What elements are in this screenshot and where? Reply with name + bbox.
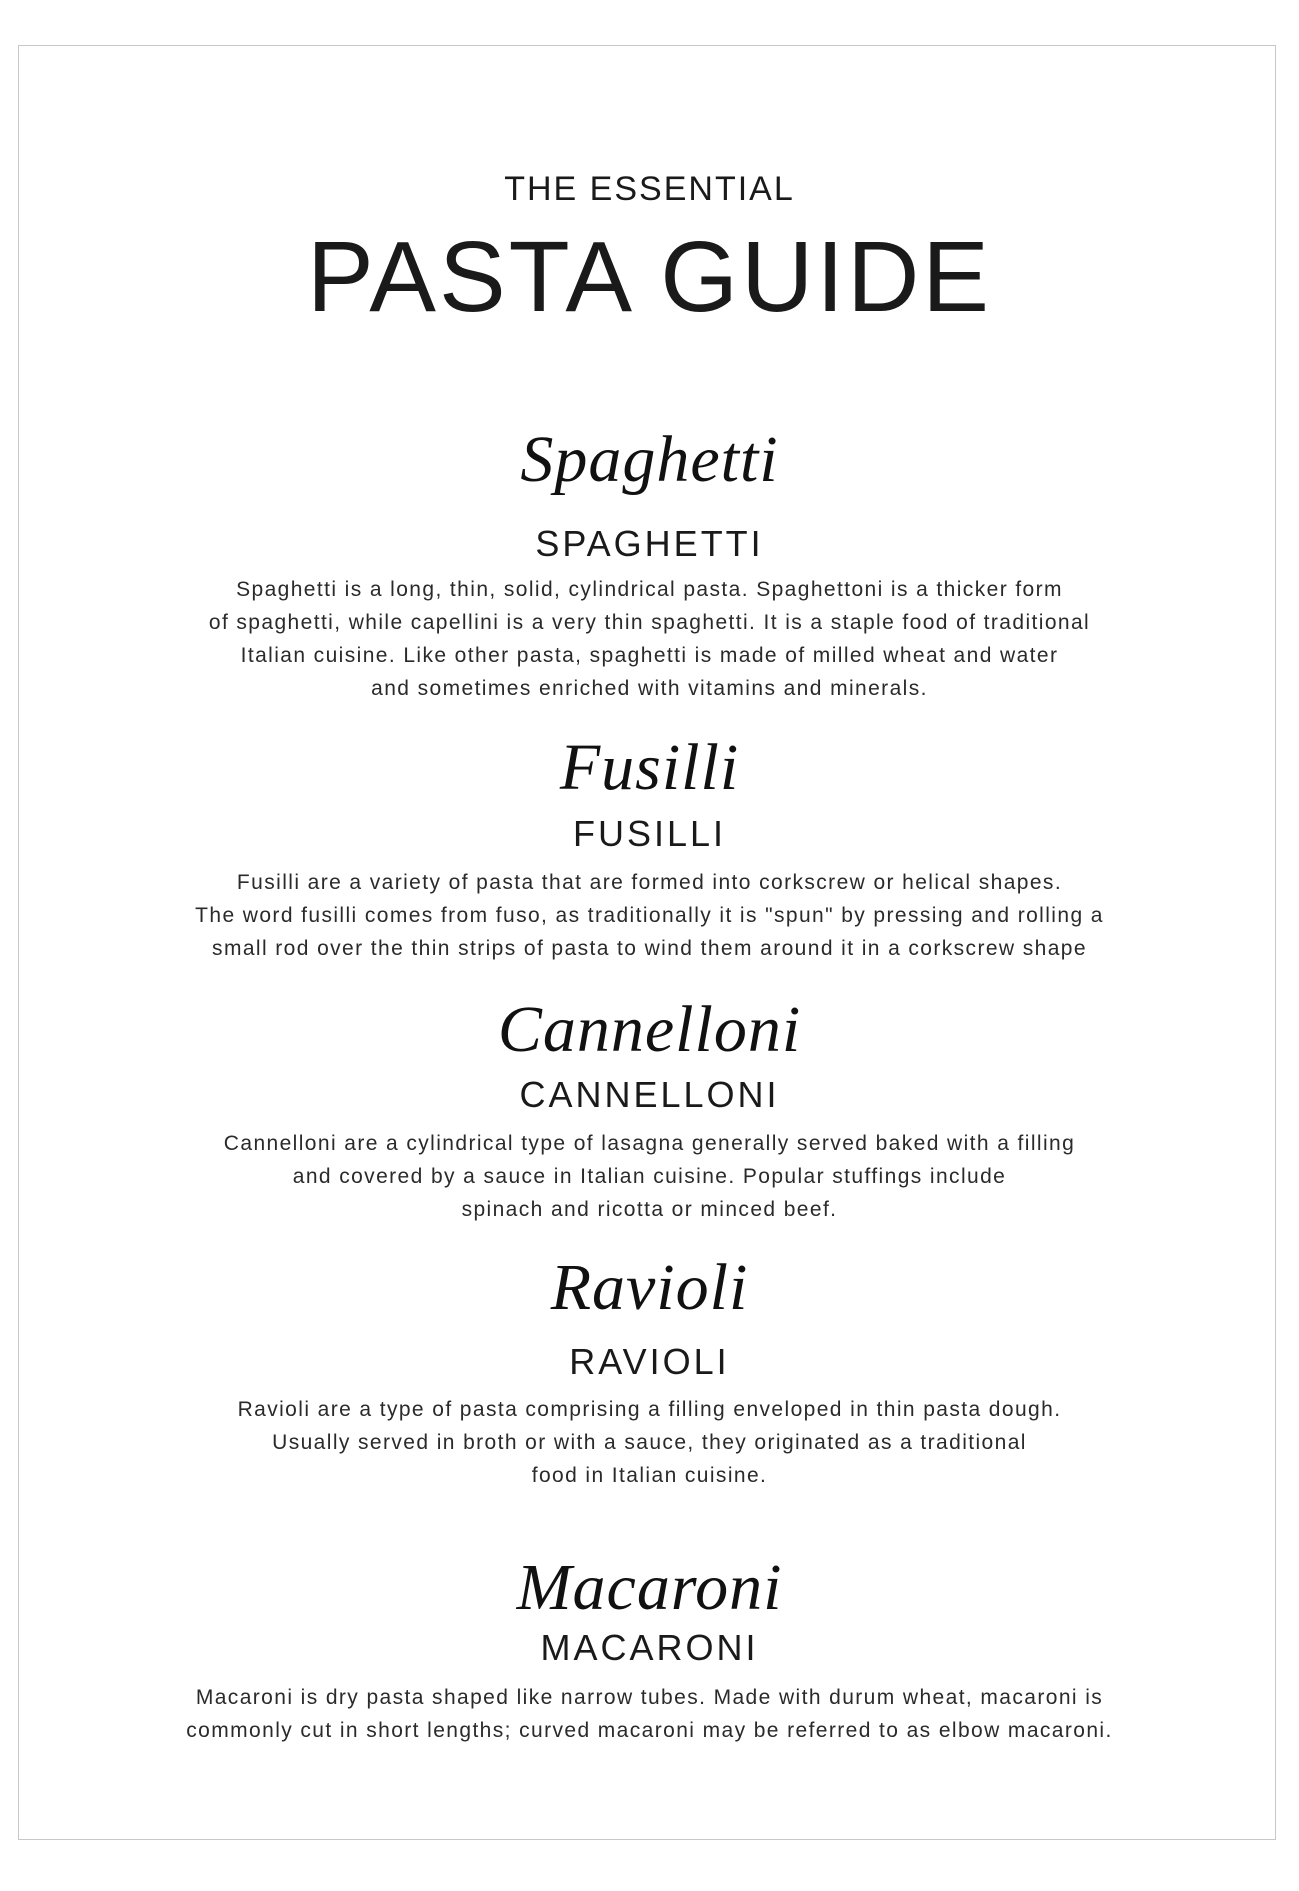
description-line: Fusilli are a variety of pasta that are formed into corkscrew or helical shapes.: [236, 871, 1063, 894]
page-title: PASTA GUIDE: [306, 221, 992, 333]
script-title: Macaroni: [516, 1551, 783, 1624]
section-description: [0, 866, 1299, 965]
description-line: and sometimes enriched with vitamins and minerals.: [371, 677, 928, 700]
section-heading: FUSILLI: [572, 813, 727, 854]
script-title: Ravioli: [550, 1251, 749, 1324]
section-description: [0, 1393, 1299, 1492]
description-line: Italian cuisine. Like other pasta, spaghetti is made of milled wheat and water: [240, 644, 1059, 667]
section-heading: CANNELLONI: [519, 1074, 780, 1115]
script-title: Fusilli: [559, 731, 740, 804]
description-line: The word fusilli comes from fuso, as traditionally it is "spun" by pressing and rolling a: [195, 904, 1104, 927]
description-line: Spaghetti is a long, thin, solid, cylindrical pasta. Spaghettoni is a thicker form: [236, 578, 1063, 601]
script-title: Cannelloni: [497, 993, 802, 1066]
description-line: small rod over the thin strips of pasta to wind them around it in a corkscrew shape: [212, 937, 1087, 960]
description-line: Macaroni is dry pasta shaped like narrow tubes. Made with durum wheat, macaroni is: [195, 1686, 1104, 1709]
description-line: Ravioli are a type of pasta comprising a filling enveloped in thin pasta dough.: [237, 1398, 1062, 1421]
description-line: commonly cut in short lengths; curved macaroni may be referred to as elbow macaroni.: [186, 1719, 1113, 1742]
description-line: food in Italian cuisine.: [531, 1464, 768, 1487]
section-heading: RAVIOLI: [569, 1341, 730, 1382]
description-line: Usually served in broth or with a sauce, they originated as a traditional: [272, 1431, 1027, 1454]
description-line: and covered by a sauce in Italian cuisine. Popular stuffings include: [292, 1165, 1007, 1188]
script-title: Spaghetti: [520, 423, 779, 496]
section-heading: SPAGHETTI: [535, 523, 764, 564]
description-line: spinach and ricotta or minced beef.: [461, 1198, 838, 1221]
section-description: [0, 1681, 1299, 1747]
description-line: of spaghetti, while capellini is a very thin spaghetti. It is a staple food of traditional: [208, 611, 1091, 634]
title-kicker: THE ESSENTIAL: [504, 170, 795, 208]
section-heading: MACARONI: [540, 1627, 759, 1668]
description-line: Cannelloni are a cylindrical type of lasagna generally served baked with a filling: [223, 1132, 1076, 1155]
section-description: [0, 573, 1299, 705]
section-description: [0, 1127, 1299, 1226]
